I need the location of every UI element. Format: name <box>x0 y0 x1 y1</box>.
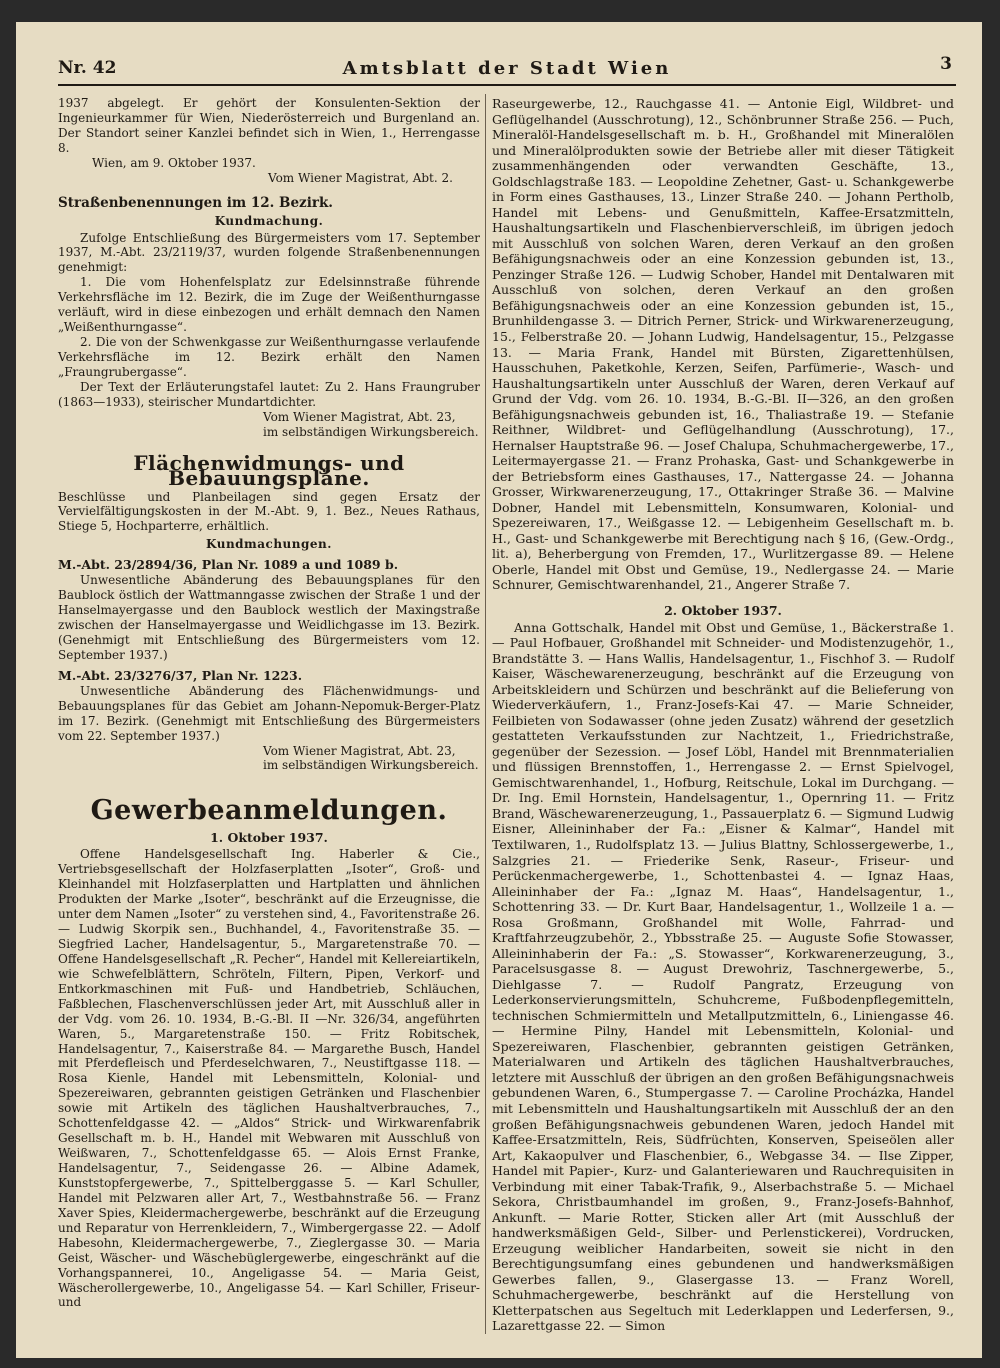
section-heading: Flächenwidmungs- und Bebauungspläne. <box>133 450 405 490</box>
date-heading: 2. Oktober 1937. <box>664 603 782 618</box>
header-rule <box>58 84 956 86</box>
paragraph: Offene Handelsgesellschaft Ing. Haberler & Cie., Vertriebsgesellschaft der Holzfaserplatten „Isoter“, Groß- und Kleinhandel mit Holzfaserplatten und Hartplatten und ähnlichen Produkten der Marke „Isoter“, beschränkt auf die Erzeugnisse, die unter dem Namen „Isoter“ zu verstehen sind, 4., Favoritenstraße 26. — Ludwig Skorpik sen., Buchhandel, 4., Favoritenstraße 35. — Siegfried Lacher, Handelsagentur, 5., Margaretenstraße 70. — Offene Handelsgesellschaft „R. Pecher“, Handel mit Kellereiartikeln, wie Schwefelblättern, Schröteln, Filtern, Pipen, Verkorf- und Entkorkmaschinen mit Fuß- und Handbetrieb, Schläuchen, Faßblechen, Flaschenverschlüssen jeder Art, mit Ausschluß aller in der Vdg. vom 26. 10. 1934, B.-G.-Bl. II —Nr. 326/34, angeführten Waren, 5., Margaretenstraße 150. — Fritz Robitschek, Handelsagentur, 7., Kaiserstraße 84. — Margarethe Busch, Handel mit Pferdefleisch und Pferdeselchwaren, 7., Neustiftgasse 118. — Rosa Kienle, Handel mit Lebensmitteln, Kolonial- und Spezereiwaren, gebrannten geistigen Getränken und Flaschenbier sowie mit Artikeln des täglichen Haushaltverbrauches, 7., Schottenfeldgasse 42. — „Aldos“ Strick- und Wirkwarenfabrik Gesellschaft m. b. H., Handel mit Webwaren mit Ausschluß von Weißwaren, 7., Schottenfeldgasse 65. — Alois Ernst Franke, Handelsagentur, 7., Seidengasse 26. — Albine Adamek, Kunststopfergewerbe, 7., Spittelberggasse 5. — Karl Schuller, Handel mit Pelzwaren aller Art, 7., Westbahnstraße 56. — Franz Xaver Spies, Kleidermachergewerbe, beschränkt auf die Erzeugung und Reparatur von Herrenkleidern, 7., Wimbergergasse 22. — Adolf Habesohn, Kleidermachergewerbe, 7., Zieglergasse 30. — Maria Geist, Wäscher- und Wäschebüglergewerbe, eingeschränkt auf die Vorhangspannerei, 10., Angeligasse 54. — Maria Geist, Wäscherollergewerbe, 10., Angeligasse 54. — Karl Schiller, Friseur- und <box>58 847 480 1310</box>
paragraph: Beschlüsse und Planbeilagen sind gegen Ersatz der Vervielfältigungskosten in der M.-Abt. 9, 1. Bez., Neues Rathaus, Stiege 5, Hochparterre, erhältlich. <box>58 489 480 534</box>
dateline: Wien, am 9. Oktober 1937. <box>92 155 256 170</box>
paragraph: 1. Die vom Hohenfelsplatz zur Edelsinnstraße führende Verkehrsfläche im 12. Bezirk, die im Zuge der Weißenthurngasse verläuft, wird in diese einbezogen und erhält demnach den Namen „Weißenthurngasse“. <box>58 275 480 335</box>
page-number: 3 <box>940 54 952 74</box>
subheading: Kundmachung. <box>214 213 324 228</box>
signature: im selbständigen Wirkungsbereich. <box>263 758 479 773</box>
paragraph: Zufolge Entschließung des Bürgermeisters vom 17. September 1937, M.-Abt. 23/2119/37, wurden folgende Straßenbenennungen genehmigt: <box>58 230 480 275</box>
paragraph: Unwesentliche Abänderung des Flächenwidmungs- und Bebauungsplanes für das Gebiet am Johann-Nepomuk-Berger-Platz im 17. Bezirk. (Genehmigt mit Entschließung des Bürgermeisters vom 22. September 1937.) <box>58 683 480 743</box>
paragraph: 2. Die von der Schwenkgasse zur Weißenthurngasse verlaufende Verkehrsfläche im 12. Bezirk erhält den Namen „Fraungrubergasse“. <box>58 335 480 379</box>
signature: Vom Wiener Magistrat, Abt. 23, <box>263 743 456 758</box>
document-page <box>16 22 982 1358</box>
paragraph: Anna Gottschalk, Handel mit Obst und Gemüse, 1., Bäckerstraße 1. — Paul Hofbauer, Großhandel mit Schneider- und Modistenzugehör, 1., Brandstätte 3. — Hans Wallis, Handelsagentur, 1., Fischhof 3. — Rudolf Kaiser, Wäschewarenerzeugung, beschränkt auf die Erzeugung von Arbeitskleidern und Schürzen und beschränkt auf die Belieferung von Wiederverkäufern, 1., Franz-Josefs-Kai 47. — Marie Schneider, Feilbieten von Sodawasser (ohne jeden Zusatz) während der gesetzlich gestatteten Verkaufsstunden zur Nachtzeit, 1., Friedrichstraße, gegenüber der Sezession. — Josef Löbl, Handel mit Brennmaterialien und flüssigen Brennstoffen, 1., Herrengasse 2. — Ernst Spielvogel, Gemischtwarenhandel, 1., Hofburg, Reitschule, Lokal im Durchgang. — Dr. Ing. Emil Hornstein, Handelsagentur, 1., Opernring 11. — Fritz Brand, Wäschewarenerzeugung, 1., Passauerplatz 6. — Sigmund Ludwig Eisner, Alleininhaber der Fa.: „Eisner & Kalmar“, Handel mit Textilwaren, 1., Rudolfsplatz 13. — Julius Blattny, Schlossergewerbe, 1., Salzgries 21. — Friederike Senk, Raseur-, Friseur- und Perückenmachergewerbe, 1., Schottenbastei 4. — Ignaz Haas, Alleininhaber der Fa.: „Ignaz M. Haas“, Handelsagentur, 1., Schottenring 33. — Dr. Kurt Baar, Handelsagentur, 1., Wollzeile 1 a. — Rosa Großmann, Großhandel mit Wolle, Fahrrad- und Kraftfahrzeugzubehör, 2., Ybbsstraße 25. — Auguste Sofie Stowasser, Alleininhaberin der Fa.: „S. Stowasser“, Korkwarenerzeugung, 3., Paracelsusgasse 8. — August Drewohriz, Taschnergewerbe, 5., Diehlgasse 7. — Rudolf Pangratz, Erzeugung von Lederkonservierungsmitteln, Schuhcreme, Fußbodenpflegemitteln, technischen Schmiermitteln und Metallputzmitteln, 6., Liniengasse 46. — Hermine Pilny, Handel mit Lebensmitteln, Kolonial- und Spezereiwaren, Flaschenbier, gebrannten geistigen Getränken, Materialwaren und Artikeln des täglichen Haushaltverbrauches, letztere mit Ausschluß der übrigen an den großen Befähigungsnachweis gebundenen Waren, 6., Stumpergasse 7. — Caroline Procházka, Handel mit Lebensmitteln und Haushaltungsartikeln mit Ausschluß der an den großen Befähigungsnachweis gebundenen Waren, jedoch Handel mit Kaffee-Ersatzmitteln, Reis, Südfrüchten, Konserven, Speiseölen aller Art, Kakaopulver und Flaschenbier, 6., Webgasse 34. — Ilse Zipper, Handel mit Papier-, Kurz- und Galanteriewaren und Rauchrequisiten in Verbindung mit einer Tabak-Trafik, 9., Alserbachstraße 5. — Michael Sekora, Christbaumhandel im großen, 9., Franz-Josefs-Bahnhof, Ankunft. — Marie Rotter, Sticken aller Art (mit Ausschluß der handwerksmäßigen Geld-, Silber- und Perlenstickerei), Vordrucken, Erzeugung weiblicher Handarbeiten, soweit sie nicht in den Berechtigungsumfang eines gebundenen und handwerksmäßigen Gewerbes fallen, 9., Glasergasse 13. — Franz Worell, Schuhmachergewerbe, beschränkt auf die Herstellung von Kletterpatschen aus Segeltuch mit Lederklappen und Lederfersen, 9., Lazarettgasse 22. — Simon <box>492 619 954 1334</box>
issue-number: Nr. 42 <box>58 58 117 78</box>
signature: im selbständigen Wirkungsbereich. <box>263 424 479 439</box>
signature: Vom Wiener Magistrat, Abt. 23, <box>263 409 456 424</box>
plan-heading: M.-Abt. 23/2894/36, Plan Nr. 1089 a und 1089 b. <box>58 557 399 573</box>
right-column <box>492 96 954 1334</box>
paragraph: 1937 abgelegt. Er gehört der Konsulenten-Sektion der Ingenieurkammer für Wien, Niederösterreich und Burgenland an. Der Standort seiner Kanzlei befindet sich in Wien, 1., Herrengasse 8. <box>58 96 480 155</box>
column-divider <box>485 94 486 1334</box>
left-column <box>58 96 480 1310</box>
section-heading: Gewerbeanmeldungen. <box>90 795 448 827</box>
paragraph: Der Text der Erläuterungstafel lautet: Zu 2. Hans Fraungruber (1863—1933), steirischer Mundartdichter. <box>58 379 480 409</box>
paragraph: Raseurgewerbe, 12., Rauchgasse 41. — Antonie Eigl, Wildbret- und Geflügelhandel (Ausschrotung), 12., Schönbrunner Straße 256. — Puch, Mineralöl-Handelsgesellschaft m. b. H., Großhandel mit Mineralölen und Mineralölprodukten sowie der Betriebe aller mit dieser Tätigkeit zusammenhängenden oder verwandten Geschäfte, 13., Goldschlagstraße 183. — Leopoldine Zehetner, Gast- u. Schankgewerbe in Form eines Gasthauses, 13., Linzer Straße 240. — Johann Pertholb, Handel mit Lebens- und Genußmitteln, Kaffee-Ersatzmitteln, Haushaltungsartikeln und Flaschenbierverschleiß, im übrigen jedoch mit Ausschluß von solchen Waren, deren Verkauf an den großen Befähigungsnachweis oder an eine Konzession gebunden ist, 13., Penzinger Straße 126. — Ludwig Schober, Handel mit Dentalwaren mit Ausschluß von solchen, deren Verkauf an den großen Befähigungsnachweis oder an eine Konzession gebunden ist, 15., Brunhildengasse 3. — Ditrich Perner, Strick- und Wirkwarenerzeugung, 15., Felberstraße 20. — Johann Ludwig, Handelsagentur, 15., Pelzgasse 13. — Maria Frank, Handel mit Bürsten, Zigarettenhülsen, Hausschuhen, Paketkohle, Kerzen, Seifen, Parfümerie-, Wasch- und Haushaltungsartikeln unter Ausschluß der Waren, deren Verkauf auf Grund der Vdg. vom 26. 10. 1934, B.-G.-Bl. II—326, an den großen Befähigungsnachweis gebunden ist, 16., Thaliastraße 19. — Stefanie Reithner, Wildbret- und Geflügelhandlung (Ausschrotung), 17., Hernalser Hauptstraße 96. — Josef Chalupa, Schuhmachergewerbe, 17., Leitermayergasse 21. — Franz Prohaska, Gast- und Schankgewerbe in der Betriebsform eines Gasthauses, 17., Nattergasse 24. — Johanna Grosser, Wirkwarenerzeugung, 17., Ottakringer Straße 36. — Malvine Dobner, Handel mit Lebensmitteln, Konsumwaren, Kolonial- und Spezereiwaren, 17., Weißgasse 12. — Lebigenheim Gesellschaft m. b. H., Gast- und Schankgewerbe mit Berechtigung nach § 16, (Gew.-Ordg., lit. a), Beherbergung von Fremden, 17., Wurlitzergasse 89. — Helene Oberle, Handel mit Obst und Gemüse, 19., Nedlergasse 24. — Marie Schnurer, Gemischtwarenhandel, 21., Angerer Straße 7. <box>492 96 954 593</box>
date-heading: 1. Oktober 1937. <box>210 830 328 846</box>
newspaper-title: Amtsblatt der Stadt Wien <box>342 58 672 79</box>
paragraph: Unwesentliche Abänderung des Bebauungsplanes für den Baublock östlich der Wattmanngasse zwischen der Straße 1 und der Hanselmayergasse und den Baublock westlich der Maxingstraße zwischen der Hanselmayergasse und Weidlichgasse im 13. Bezirk. (Genehmigt mit Entschließung des Bürgermeisters vom 12. September 1937.) <box>58 573 480 662</box>
page-header <box>58 54 956 84</box>
section-heading: Straßenbenennungen im 12. Bezirk. <box>58 194 334 211</box>
plan-heading: M.-Abt. 23/3276/37, Plan Nr. 1223. <box>58 667 303 683</box>
subheading: Kundmachungen. <box>206 537 332 552</box>
signature: Vom Wiener Magistrat, Abt. 2. <box>268 170 453 185</box>
